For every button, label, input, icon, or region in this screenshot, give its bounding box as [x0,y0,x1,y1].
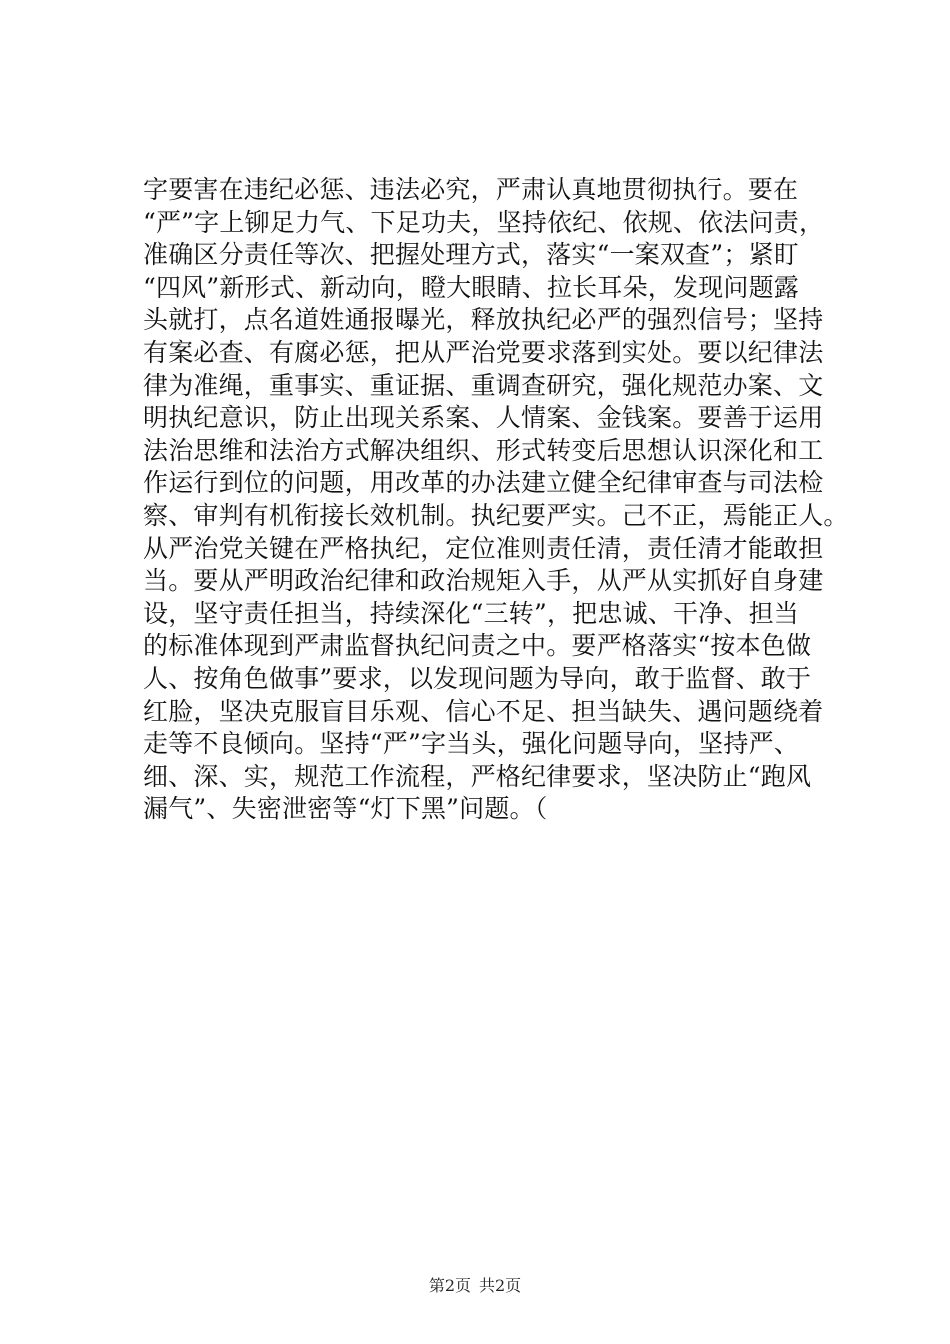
body-line: 明执纪意识，防止出现关系案、人情案、金钱案。要善于运用 [143,403,824,433]
body-line: “严”字上铆足力气、下足功夫，坚持依纪、依规、依法问责， [143,207,825,237]
body-line: 的标准体现到严肃监督执纪问责之中。要严格落实“按本色做 [143,631,812,661]
body-line: 人、按角色做事”要求，以发现问题为导向，敢于监督、敢于 [143,663,812,693]
body-line: 红脸，坚决克服盲目乐观、信心不足、担当缺失、遇问题绕着 [143,696,824,726]
body-line: 有案必查、有腐必惩，把从严治党要求落到实处。要以纪律法 [143,337,824,367]
body-line: “四风”新形式、新动向，瞪大眼睛、拉长耳朵，发现问题露 [143,272,799,302]
body-line: 漏气”、失密泄密等“灯下黑”问题。（ [143,794,548,824]
document-body [143,174,849,826]
page-number: 第2页 [428,1276,471,1295]
body-line: 作运行到位的问题，用改革的办法建立健全纪律审查与司法检 [143,468,824,498]
body-line: 细、深、实，规范工作流程，严格纪律要求，坚决防止“跑风 [143,761,812,791]
total-pages: 共2页 [479,1276,522,1295]
body-line: 察、审判有机衔接长效机制。执纪要严实。己不正，焉能正人。 [143,500,849,530]
body-line: 设，坚守责任担当，持续深化“三转”，把忠诚、干净、担当 [143,598,799,628]
body-line: 法治思维和法治方式解决组织、形式转变后思想认识深化和工 [143,435,824,465]
body-line: 走等不良倾向。坚持“严”字当头，强化问题导向，坚持严、 [143,729,799,759]
body-line: 头就打，点名道姓通报曝光，释放执纪必严的强烈信号；坚持 [143,305,824,335]
body-line: 当。要从严明政治纪律和政治规矩入手，从严从实抓好自身建 [143,566,824,596]
page-footer [0,1276,950,1296]
body-line: 律为准绳，重事实、重证据、重调查研究，强化规范办案、文 [143,370,824,400]
body-line: 准确区分责任等次、把握处理方式，落实“一案双查”；紧盯 [143,240,799,270]
body-line: 从严治党关键在严格执纪，定位准则责任清，责任清才能敢担 [143,533,824,563]
body-line: 字要害在违纪必惩、违法必究，严肃认真地贯彻执行。要在 [143,175,799,204]
